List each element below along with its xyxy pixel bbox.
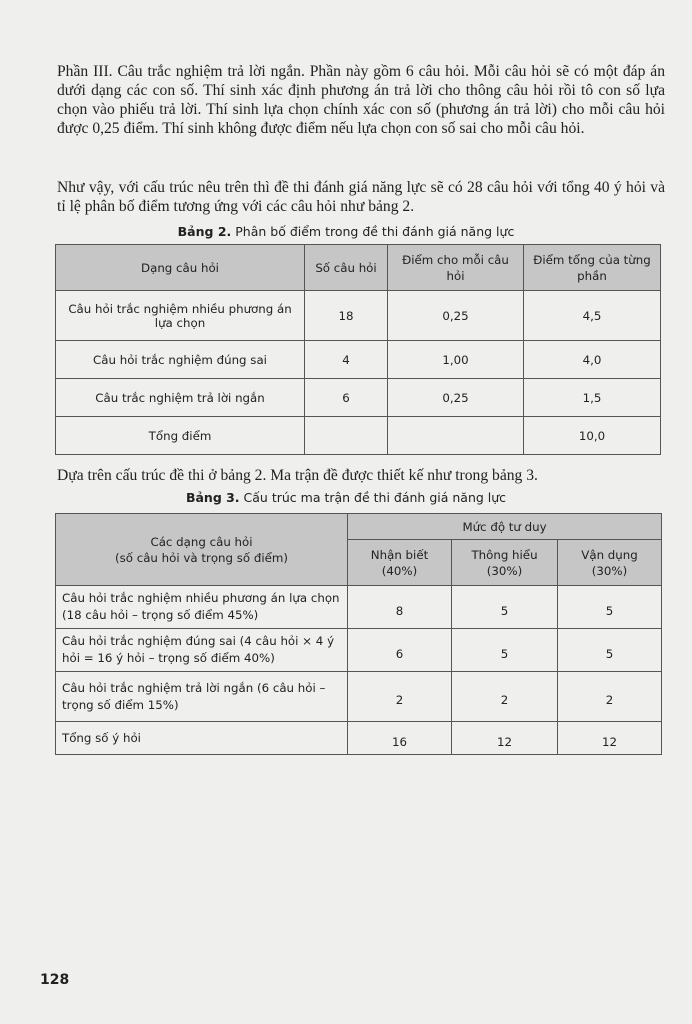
intro-paragraph-1: Phần III. Câu trắc nghiệm trả lời ngắn. Phần này gồm 6 câu hỏi. Mỗi câu hỏi sẽ có một đáp án dưới dạng các con số. Thí sinh xác định phương án trả lời cho thông câu hỏi rồi tô con số lựa chọn vào phiếu trả lời. Thí sinh lựa chọn chính xác con số (phương án trả lời) cho mỗi câu hỏi được 0,25 điểm. Thí sinh không được điểm nếu lựa chọn con số sai cho mỗi câu hỏi.	[57, 63, 665, 137]
table3-cell: 5	[558, 586, 662, 629]
table3-cell: 5	[558, 629, 662, 672]
table3-cell: 8	[348, 586, 452, 629]
table-row	[56, 722, 662, 755]
table2-caption-text: Phân bố điểm trong đề thi đánh giá năng lực	[235, 224, 515, 239]
table3-cell: 2	[558, 672, 662, 722]
intro-paragraph-2: Như vậy, với cấu trúc nêu trên thì đề thi đánh giá năng lực sẽ có 28 câu hỏi với tổng 40 ý hỏi và tỉ lệ phân bố điểm tương ứng với các câu hỏi như bảng 2.	[57, 179, 665, 215]
table3-cell: 12	[558, 722, 662, 755]
table3-cell: Câu hỏi trắc nghiệm trả lời ngắn (6 câu hỏi – trọng số điểm 15%)	[56, 672, 348, 722]
table2-header: Dạng câu hỏi	[56, 245, 305, 291]
table3-level-header	[452, 540, 558, 586]
table2-caption	[0, 224, 692, 239]
table2-cell: Câu trắc nghiệm trả lời ngắn	[56, 379, 305, 417]
table3-cell: Câu hỏi trắc nghiệm nhiều phương án lựa chọn (18 câu hỏi – trọng số điểm 45%)	[56, 586, 348, 629]
level-name: Vận dụng	[581, 547, 638, 562]
table2-cell	[388, 417, 524, 455]
table3-cell: 2	[452, 672, 558, 722]
table-row	[56, 341, 661, 379]
mid-paragraph: Dựa trên cấu trúc đề thi ở bảng 2. Ma trận đề được thiết kế như trong bảng 3.	[57, 467, 538, 484]
table3-cell: 5	[452, 586, 558, 629]
level-name: Nhận biết	[370, 547, 429, 562]
table2-cell: 4,0	[524, 341, 661, 379]
table2-caption-label: Bảng 2.	[177, 224, 232, 239]
table3-header-group: Mức độ tư duy	[348, 514, 662, 540]
level-pct: (40%)	[381, 563, 418, 578]
exam-matrix-table	[55, 513, 662, 755]
table2-cell	[305, 417, 388, 455]
table-row	[56, 586, 662, 629]
table2-header: Điểm cho mỗi câu hỏi	[388, 245, 524, 291]
page-number: 128	[40, 972, 70, 988]
table3-cell: 5	[452, 629, 558, 672]
table3-cell: 6	[348, 629, 452, 672]
table2-cell: 18	[305, 291, 388, 341]
table3-cell: Câu hỏi trắc nghiệm đúng sai (4 câu hỏi × 4 ý hỏi = 16 ý hỏi – trọng số điểm 40%)	[56, 629, 348, 672]
score-distribution-table	[55, 244, 661, 455]
table2-cell: Câu hỏi trắc nghiệm nhiều phương án lựa chọn	[56, 291, 305, 341]
table2-header: Số câu hỏi	[305, 245, 388, 291]
table3-header-left-line1: Các dạng câu hỏi	[150, 534, 253, 549]
table2-cell: Câu hỏi trắc nghiệm đúng sai	[56, 341, 305, 379]
table2-cell: 1,00	[388, 341, 524, 379]
table-row	[56, 629, 662, 672]
level-pct: (30%)	[486, 563, 523, 578]
table2-cell: 0,25	[388, 291, 524, 341]
level-pct: (30%)	[591, 563, 628, 578]
table-row	[56, 417, 661, 455]
table-row	[56, 379, 661, 417]
table2-cell: 1,5	[524, 379, 661, 417]
table2-cell: 0,25	[388, 379, 524, 417]
level-name: Thông hiểu	[471, 547, 538, 562]
table2-cell: Tổng điểm	[56, 417, 305, 455]
table-row	[56, 291, 661, 341]
table3-cell: 12	[452, 722, 558, 755]
table2-header: Điểm tổng của từng phần	[524, 245, 661, 291]
table3-header-left-line2: (số câu hỏi và trọng số điểm)	[115, 550, 288, 565]
table2-cell: 4	[305, 341, 388, 379]
table3-cell: 16	[348, 722, 452, 755]
table2-cell: 10,0	[524, 417, 661, 455]
table3-caption	[0, 490, 692, 505]
table-row	[56, 672, 662, 722]
table3-header-left	[56, 514, 348, 586]
table3-level-header	[348, 540, 452, 586]
table2-cell: 6	[305, 379, 388, 417]
table3-cell: Tổng số ý hỏi	[56, 722, 348, 755]
table3-level-header	[558, 540, 662, 586]
table2-cell: 4,5	[524, 291, 661, 341]
table3-caption-text: Cấu trúc ma trận đề thi đánh giá năng lực	[243, 490, 507, 505]
table3-caption-label: Bảng 3.	[185, 490, 240, 505]
table3-cell: 2	[348, 672, 452, 722]
